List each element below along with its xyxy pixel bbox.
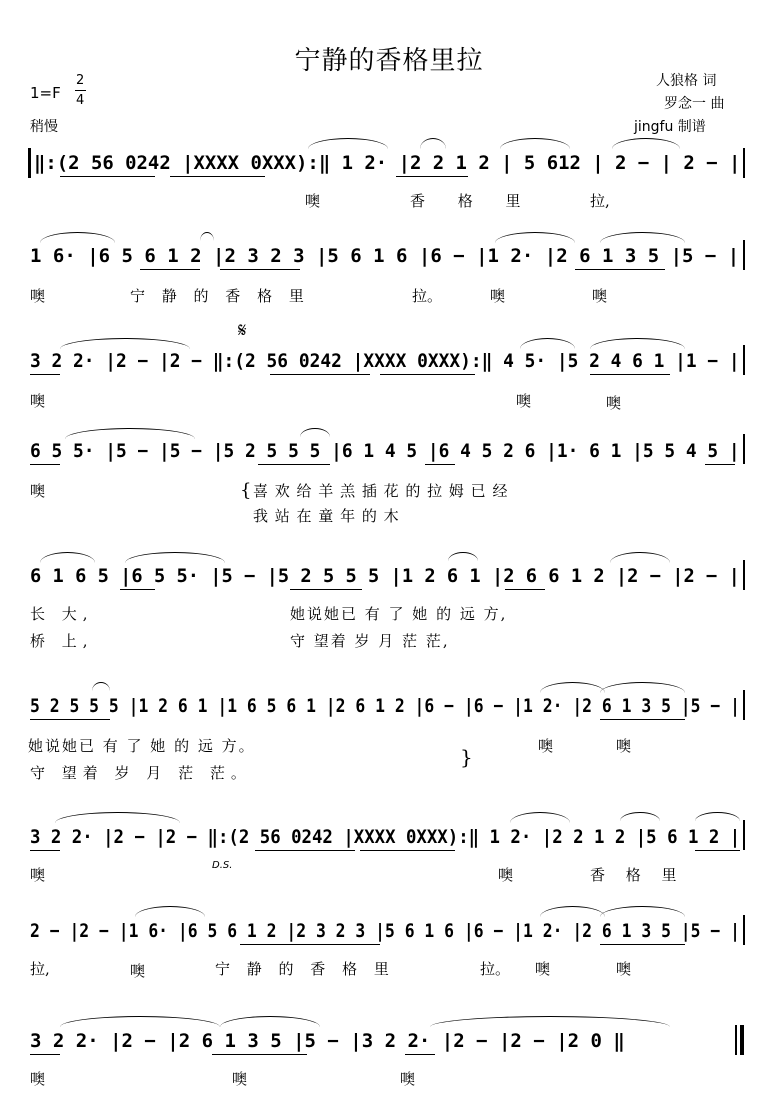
beam-underline (170, 176, 265, 177)
beam-underline (30, 464, 60, 465)
lyric: 拉, (30, 960, 50, 978)
lyric: 噢 (232, 1070, 248, 1088)
slur (448, 552, 478, 561)
lyricist-credit: 人狼格 词 (656, 73, 717, 89)
barline (743, 820, 745, 850)
beam-underline (695, 850, 740, 851)
beam-underline (240, 944, 300, 945)
beam-underline (140, 269, 200, 270)
lyric: 噢 (616, 960, 632, 978)
slur (60, 1016, 220, 1027)
final-barline-thick (740, 1025, 744, 1055)
slur (590, 338, 685, 349)
beam-underline (255, 850, 355, 851)
composer-credit: 罗念一 曲 (664, 96, 725, 112)
slur (65, 428, 195, 439)
lyric: 噢 (535, 960, 551, 978)
slur (200, 232, 214, 241)
notation-line: ‖:(2 56 0242 |XXXX 0XXX):‖ 1 2· |2 2 1 2 | 5 612 | 2 − | 2 − | (34, 152, 741, 174)
barline (743, 560, 745, 590)
slur (220, 1016, 320, 1027)
beam-underline (396, 176, 468, 177)
beam-underline (380, 374, 475, 375)
lyric: 拉。 (412, 287, 443, 305)
slur (300, 428, 330, 437)
notation-line: 1 6· |6 5 6 1 2 |2 3 2 3 |5 6 1 6 |6 − |1 2· |2 6 1 3 5 |5 − | (30, 245, 740, 267)
slur (308, 138, 388, 149)
barline (743, 434, 745, 464)
beam-underline (30, 850, 60, 851)
lyric: 噢 (30, 482, 46, 500)
brace: { (240, 480, 252, 501)
lyric: 宁 静 的 香 格 里 (215, 960, 395, 978)
key-signature: 1=F (30, 84, 61, 102)
slur (40, 552, 95, 563)
beam-underline (212, 1054, 307, 1055)
lyric: 噢 (30, 866, 46, 884)
lyric: 她说她已 有 了 她 的 远 方。 (28, 737, 256, 755)
time-signature-bottom: 4 (76, 93, 85, 108)
beam-underline (705, 464, 735, 465)
lyric: 长 大, (30, 605, 94, 623)
slur (600, 682, 685, 693)
lyric: 拉, (590, 192, 610, 210)
lyric: 桥 上, (30, 632, 94, 650)
time-signature-top: 2 (76, 73, 85, 88)
lyric: 噢 (30, 1070, 46, 1088)
lyric: 噢 (538, 737, 554, 755)
lyric: 噢 (490, 287, 506, 305)
notation-line: 3 2 2· |2 − |2 − ‖:(2 56 0242 |XXXX 0XXX):‖ 1 2· |2 2 1 2 |5 6 1 2 | (30, 826, 741, 848)
time-signature-line (75, 90, 86, 91)
notation-line: 6 1 6 5 |6 5 5· |5 − |5 2 5 5 5 |1 2 6 1 |2 6 6 1 2 |2 − |2 − | (30, 565, 740, 587)
barline (743, 690, 745, 720)
beam-underline (220, 269, 300, 270)
beam-underline (600, 719, 685, 720)
slur (520, 338, 575, 349)
notation-line: 3 2 2· |2 − |2 − ‖:(2 56 0242 |XXXX 0XXX):‖ 4 5· |5 2 4 6 1 |1 − | (30, 350, 740, 372)
final-barline-thin (735, 1025, 737, 1055)
brace: } (460, 745, 473, 769)
beam-underline (258, 464, 330, 465)
beam-underline (405, 1054, 435, 1055)
slur (420, 138, 446, 149)
slur (510, 812, 570, 823)
beam-underline (300, 944, 380, 945)
beam-underline (425, 464, 455, 465)
lyric: 我 站 在 童 年 的 木 (253, 507, 400, 525)
slur (612, 138, 680, 149)
lyric: 噢 (606, 394, 622, 412)
slur (430, 1016, 670, 1027)
slur (60, 338, 190, 349)
segno-sign: 𝄋 (238, 318, 247, 342)
lyric: 拉。 (480, 960, 511, 978)
slur (600, 232, 685, 243)
beam-underline (30, 374, 60, 375)
dal-segno-marking: D.S. (212, 860, 233, 871)
repeat-barline (28, 148, 31, 178)
lyric: 她说她已 有 了 她 的 远 方, (290, 605, 508, 623)
slur (135, 906, 205, 917)
beam-underline (590, 374, 670, 375)
notation-line: 2 − |2 − |1 6· |6 5 6 1 2 |2 3 2 3 |5 6 1 6 |6 − |1 2· |2 6 1 3 5 |5 − | (30, 920, 740, 942)
slur (540, 906, 605, 917)
slur (55, 812, 180, 823)
slur (125, 552, 225, 563)
beam-underline (30, 719, 110, 720)
slur (40, 232, 115, 243)
lyric: 噢 (30, 392, 46, 410)
beam-underline (30, 1054, 60, 1055)
notation-line: 6 5 5· |5 − |5 − |5 2 5 5 5 |6 1 4 5 |6 4 5 2 6 |1· 6 1 |5 5 4 5 | (30, 440, 740, 462)
slur (610, 552, 670, 563)
lyric: 宁 静 的 香 格 里 (130, 287, 310, 305)
tempo-marking: 稍慢 (30, 119, 58, 135)
lyric: 守 望着 岁 月 茫 茫。 (30, 764, 252, 782)
lyric: 噢 (130, 962, 146, 980)
beam-underline (575, 269, 665, 270)
slur (540, 682, 605, 693)
barline (743, 915, 745, 945)
beam-underline (120, 589, 155, 590)
slur (500, 138, 570, 149)
beam-underline (600, 944, 685, 945)
beam-underline (270, 374, 370, 375)
lyric: 噢 (616, 737, 632, 755)
beam-underline (360, 850, 455, 851)
lyric: 噢 (305, 192, 321, 210)
slur (600, 906, 685, 917)
lyric: 香 格 里 (590, 866, 685, 884)
lyric: 噢 (592, 287, 608, 305)
notation-line: 3 2 2· |2 − |2 6 1 3 5 |5 − |3 2 2· |2 − |2 − |2 0 ‖ (30, 1030, 625, 1052)
lyric: 噢 (516, 392, 532, 410)
lyric: 守 望着 岁 月 茫 茫, (290, 632, 450, 650)
beam-underline (505, 589, 545, 590)
page-title: 宁静的香格里拉 (294, 46, 484, 76)
arranger-credit: jingfu 制谱 (634, 119, 706, 135)
slur (495, 232, 575, 243)
barline (743, 148, 745, 178)
beam-underline (60, 176, 155, 177)
slur (620, 812, 660, 821)
beam-underline (290, 589, 362, 590)
lyric: 香 格 里 (410, 192, 535, 210)
barline (743, 240, 745, 270)
slur (695, 812, 740, 821)
lyric: 噢 (400, 1070, 416, 1088)
lyric: 噢 (498, 866, 514, 884)
lyric: 噢 (30, 287, 46, 305)
lyric: 喜 欢 给 羊 羔 插 花 的 拉 姆 已 经 (253, 482, 509, 500)
notation-line: 5 2 5 5 5 |1 2 6 1 |1 6 5 6 1 |2 6 1 2 |6 − |6 − |1 2· |2 6 1 3 5 |5 − | (30, 695, 740, 717)
slur (92, 682, 110, 691)
barline (743, 345, 745, 375)
